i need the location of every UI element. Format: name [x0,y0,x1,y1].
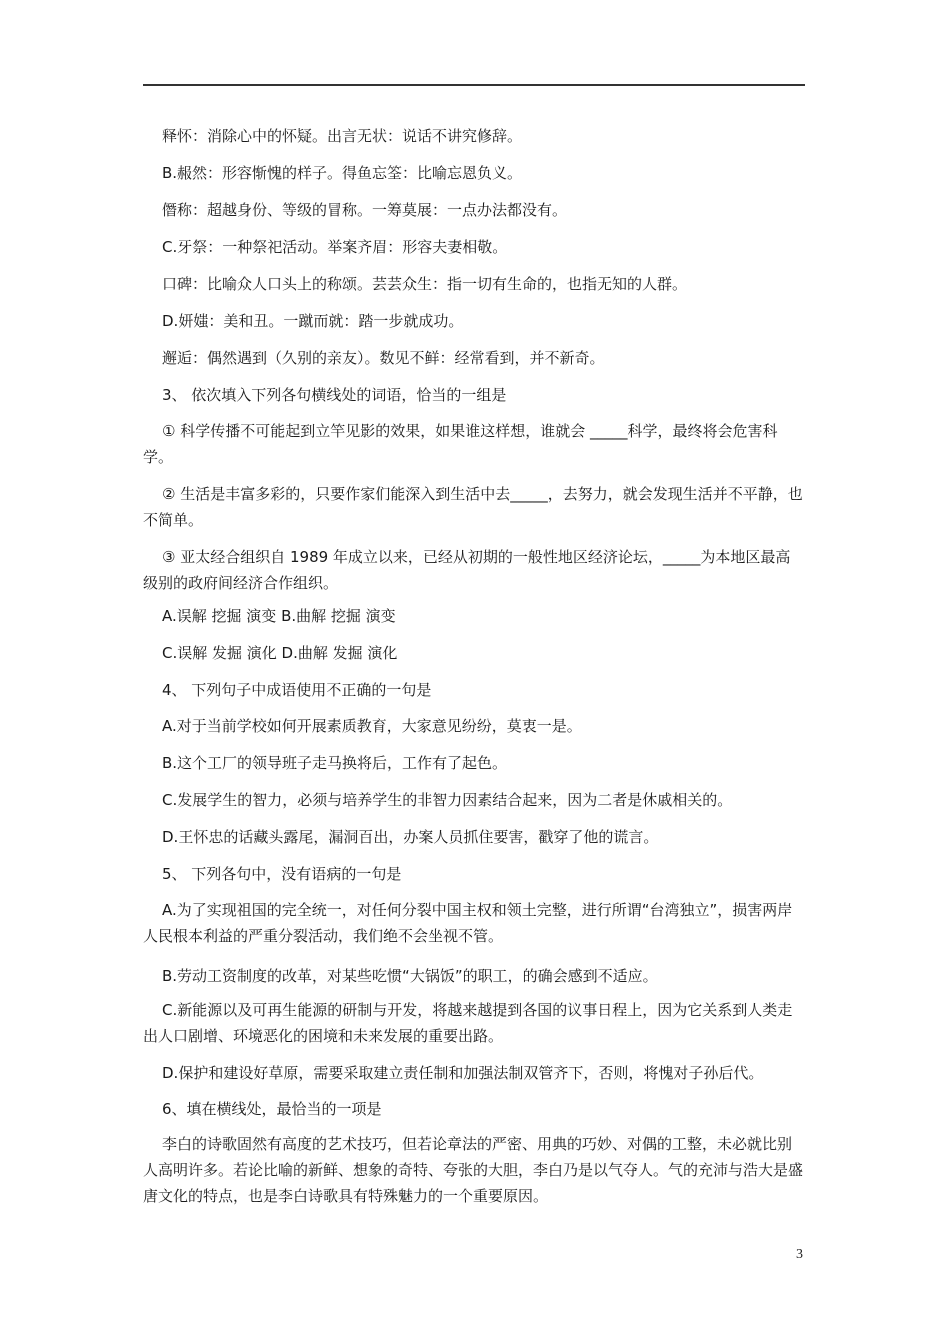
option-b: B.赧然：形容惭愧的样子。得鱼忘筌：比喻忘恩负义。 [162,164,523,182]
header-rule [143,84,805,86]
question-3: 3、 依次填入下列各句横线处的词语，恰当的一组是 [162,386,507,404]
question-5: 5、 下列各句中，没有语病的一句是 [162,865,402,883]
text-line: 口碑：比喻众人口头上的称颂。芸芸众生：指一切有生命的，也指无知的人群。 [162,275,688,293]
options-ab: A.误解 挖掘 演变 B.曲解 挖掘 演变 [162,607,396,625]
option-c: C.牙祭：一种祭祀活动。举案齐眉：形容夫妻相敬。 [162,238,508,256]
option-a: A.为了实现祖国的完全统一，对任何分裂中国主权和领土完整，进行所谓“台湾独立”，损害两岸人民根本利益的严重分裂活动，我们绝不会坐视不管。 [143,901,793,945]
option-d: D.保护和建设好草原，需要采取建立责任制和加强法制双管齐下，否则，将愧对子孙后代。 [162,1064,764,1082]
sentence-2: ② 生活是丰富多彩的，只要作家们能深入到生活中去_____，去努力，就会发现生活并不平静，也不简单。 [143,485,803,529]
option-c: C.发展学生的智力，必须与培养学生的非智力因素结合起来，因为二者是休戚相关的。 [162,791,733,809]
sentence-1: ① 科学传播不可能起到立竿见影的效果，如果谁这样想，谁就会 _____科学，最终将会危害科学。 [143,422,778,466]
text-line: 僭称：超越身份、等级的冒称。一筹莫展：一点办法都没有。 [162,201,568,219]
question-6: 6、填在横线处，最恰当的一项是 [162,1100,382,1118]
page-number: 3 [796,1247,803,1262]
option-a: A.对于当前学校如何开展素质教育，大家意见纷纷，莫衷一是。 [162,717,582,735]
option-b: B.劳动工资制度的改革，对某些吃惯“大锅饭”的职工，的确会感到不适应。 [162,967,658,985]
passage: 李白的诗歌固然有高度的艺术技巧，但若论章法的严密、用典的巧妙、对偶的工整，未必就比别人高明许多。若论比喻的新鲜、想象的奇特、夸张的大胆，李白乃是以气夺人。气的充沛与浩大是盛唐文化的特点，也是李白诗歌具有特殊魅力的一个重要原因。 [143,1135,804,1205]
option-d: D.王怀忠的话藏头露尾，漏洞百出，办案人员抓住要害，戳穿了他的谎言。 [162,828,659,846]
question-4: 4、 下列句子中成语使用不正确的一句是 [162,681,432,699]
option-d: D.妍媸：美和丑。一蹴而就：踏一步就成功。 [162,312,464,330]
sentence-3: ③ 亚太经合组织自 1989 年成立以来，已经从初期的一般性地区经济论坛，_____为本地区最高级别的政府间经济合作组织。 [143,548,791,592]
option-b: B.这个工厂的领导班子走马换将后，工作有了起色。 [162,754,508,772]
text-line: 释怀：消除心中的怀疑。出言无状：说话不讲究修辞。 [162,127,523,145]
option-c: C.新能源以及可再生能源的研制与开发，将越来越提到各国的议事日程上，因为它关系到人类走出人口剧增、环境恶化的困境和未来发展的重要出路。 [143,1001,793,1045]
text-line: 邂逅：偶然遇到（久别的亲友）。数见不鲜：经常看到，并不新奇。 [162,349,605,367]
options-cd: C.误解 发掘 演化 D.曲解 发掘 演化 [162,644,398,662]
